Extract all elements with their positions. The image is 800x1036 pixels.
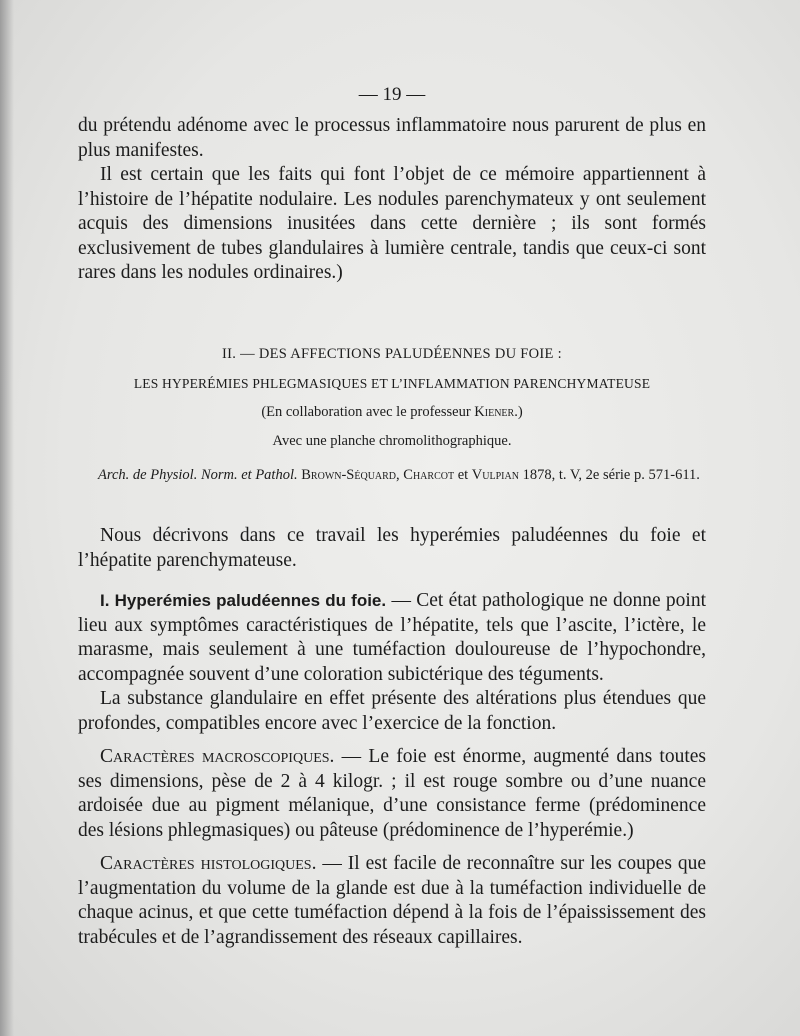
- ref-sep-1: ,: [396, 467, 404, 483]
- collab-suffix: .): [514, 404, 523, 420]
- section-1-title: I. Hyperémies paludéennes du foie.: [100, 591, 387, 610]
- editor-3: Vulpian: [471, 467, 519, 483]
- editor-2: Charcot: [403, 467, 455, 483]
- paragraph-continuation: du prétendu adénome avec le processus inflammatoire nous parurent de plus en plus manifestes.: [78, 115, 706, 161]
- macroscopic-label: Caractères macroscopiques.: [100, 746, 335, 767]
- section-title: II. — DES AFFECTIONS PALUDÉENNES DU FOIE :: [222, 346, 562, 362]
- collab-name: Kiener: [474, 404, 515, 420]
- collaboration-note: [78, 404, 706, 421]
- histologic-label: Caractères histologiques.: [100, 853, 317, 874]
- paragraph-histologic: [78, 852, 706, 950]
- ref-details: 1878, t. V, 2e série p. 571-611.: [518, 467, 700, 483]
- scan-edge-shadow: [0, 0, 14, 1036]
- paragraph-nodular-hepatitis: Il est certain que les faits qui font l’objet de ce mémoire appartiennent à l’histoire de l’hépatite nodulaire. Les nodules parenchymateux y ont seulement acquis des dimensions inusitées dans cette dernière ; ils sont formés exclusivement de tubes glandulaires à lumière centrale, tandis que ceux-ci sont rares dans les nodules ordinaires.): [78, 164, 706, 284]
- section-subtitle: LES HYPERÉMIES PHLEGMASIQUES ET L’INFLAMMATION PARENCHYMATEUSE: [133, 376, 651, 391]
- page-number: — 19 —: [358, 84, 426, 105]
- plate-note: Avec une planche chromolithographique.: [272, 433, 512, 449]
- paragraph-intro: Nous décrivons dans ce travail les hyperémies paludéennes du foie et l’hépatite parenchymateuse.: [78, 525, 706, 571]
- section-1-text: — Cet état pathologique ne donne point lieu aux symptômes caractéristiques de l’hépatite, tels que l’ascite, l’ictère, le marasme, mais seulement à une tuméfaction douloureuse de l’hypochondre, accompagnée souvent d’une coloration subictérique des téguments.: [78, 590, 706, 685]
- journal-name: Arch. de Physiol. Norm. et Pathol.: [98, 467, 298, 483]
- ref-sep-2: et: [454, 467, 472, 483]
- macroscopic-text: — Le foie est énorme, augmenté dans toutes ses dimensions, pèse de 2 à 4 kilogr. ; il est rouge sombre ou d’une nuance ardoisée due au pigment mélanique, d’une consistance ferme (prédominence des lésions phlegmasiques) ou pâteuse (prédominence de l’hyperémie.): [78, 746, 706, 841]
- paragraph-macroscopic: [78, 745, 706, 843]
- bibliographic-reference: [78, 466, 706, 485]
- histologic-text: — Il est facile de reconnaître sur les coupes que l’augmentation du volume de la glande est due à la tuméfaction individuelle de chaque acinus, et que cette tuméfaction dépend à la fois de l’épaississement des trabécules et de l’agrandissement des réseaux capillaires.: [78, 853, 706, 948]
- editor-1: Brown-Séquard: [301, 467, 397, 483]
- paragraph-glandular-substance: La substance glandulaire en effet présente des altérations plus étendues que profondes, compatibles encore avec l’exercice de la fonction.: [78, 688, 706, 734]
- paragraph-section-1: [78, 589, 706, 687]
- collab-prefix: (En collaboration avec le professeur: [261, 404, 475, 420]
